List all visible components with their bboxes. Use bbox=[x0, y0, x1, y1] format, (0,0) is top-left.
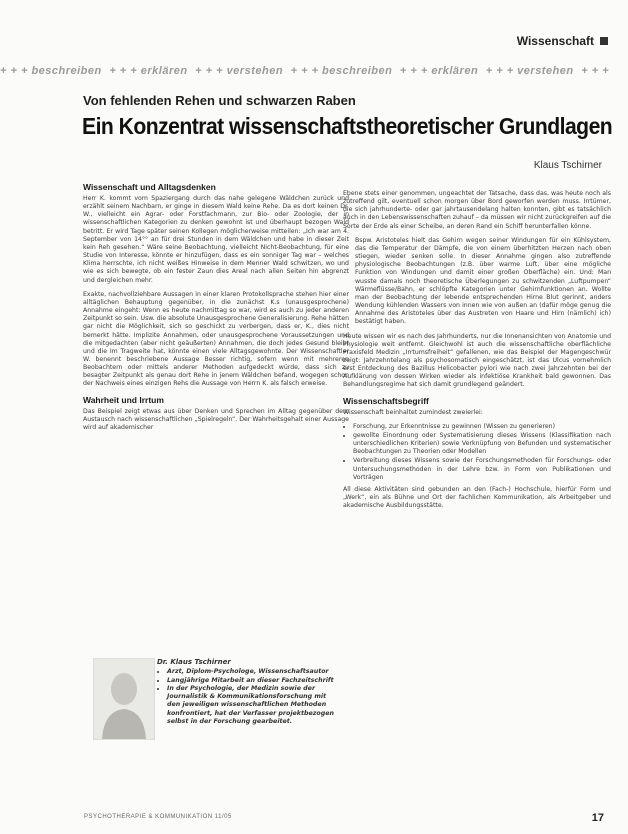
paragraph: Exakte, nachvollziehbare Aussagen in einer klaren Protokollsprache stehen hier einer alltäglichen Behauptung gegenüber, in die zunächst K.s (unausgesprochene) Annahme eingeht: Wenn es heute nachmittag so war, wird es auch zu jeder anderen Zeitpunkt so sein. Usw. die absolute Unausgesprochene Generalisierung. Rehe hätten gar nicht die Möglichkeit, sich so geschickt zu verbergen, dass er, K., dies nicht bemerkt hätte. Implizite Annahmen, oder unausgesprochene Voraussetzungen und die mitgedachten (aber nicht geäußerten) Annahmen, die doch jedes Gesund bleibt und die Im Tragweite hat, könnte einen viele Alltagsgewohnte. Der Wissenschaftler W. benennt beschriebene Aussage Besser richtig, sofern wenn mit mehreren Beobachtern oder mittels anderer Methoden aufgedeckt würde, dass sich zu besagter Zeitpunkt als genau dort Rehe in jenem Wäldchen befand, wogegen schon der Nachweis eines einzigen Rehs die Aussage von Herrn K. als falsch erweise. bbox=[83, 290, 349, 388]
bio-list bbox=[157, 668, 341, 726]
paragraph: Heute wissen wir es nach des Jahrhunderts, nur die Innenansichten von Anatomie und Physiologie weit entfernt. Gleichwohl ist auch die wissenschaftliche oberflächliche Praxisfeld Medizin „Irrtumsfreiheit“ gefallenen, wie das Beispiel der Magengeschwür zeigt: Jahrzehntelang als psychosomatisch eingeschätzt, ist das Ulcus vornehmlich erst Entdeckung des Bazillus Helicobacter pylori wie nach zwei Jahrzehnten bei der Aufklärung von dessen Wirken wieder als infektiöse Krankheit bald gewonnen. Das Behandlungsregime hat sich damit grundlegend geändert. bbox=[343, 332, 611, 389]
subheading: Wahrheit und Irrtum bbox=[83, 394, 164, 405]
banner-item: + + + beschreiben bbox=[0, 65, 102, 77]
list-item: • gewollte Einordnung oder Systematisierung dieses Wissens (Klassifikation nach unterschiedlichen Kriterien) sowie Verknüpfung von Befunden und systematischer Beobachtungen zu Theorien oder Modellen bbox=[353, 432, 611, 456]
article-kicker: Von fehlenden Rehen und schwarzen Raben bbox=[83, 93, 356, 108]
paragraph: Wissenschaft beinhaltet zumindest zweierlei: bbox=[343, 408, 483, 416]
page-number: 17 bbox=[591, 812, 604, 824]
banner-item: + + + erklären bbox=[399, 65, 479, 77]
author-bio bbox=[93, 658, 343, 798]
square-icon bbox=[600, 37, 608, 45]
quote-paragraph: Bspw. Aristoteles hielt das Gehirn wegen seiner Windungen für ein Kühlsystem, das die Temperatur der Dämpfe, die von einem überhitzten Herzen nach oben stiegen, wieder senken solle. In dieser Annahme gingen also zutreffende physiologische Beobachtungen (z.B. über warme Luft, über eine mögliche Funktion von Windungen und damit einer großen Oberfläche) ein. Und: Man wusste damals noch theoretische Überlegungen zu schwitzenden „Luftpumpen“ Wärmeflüsse/Bahn, er schlöpfte Kategorien unter Gehirnfunktionen an. Wollte man der Beobachtung der lebende entsprechenden Hirne Blut gerinnt, anders Wendung kühlenden Wassers von innen wie von außen an (dafür möge genug die Annahme des Aristoteles über das Austreten von Haare und Hirn (nämlich) ich) bestätigt haben. bbox=[355, 236, 611, 326]
paragraph: Herr K. kommt vom Spaziergang durch das nahe gelegene Wäldchen zurück und erzählt seinem Nachbarn, er ginge in diesem Wald keine Rehe. Da es dort keinen Dr. W., vielleicht ein Agrar- oder Forstfachmann, zur Bio- oder Zoologie, der in wissenschaftlichen Kategorien zu denken gewohnt ist und überhaupt bezogen Wald betritt. Er wird Tage später seinen Kollegen möglicherweise mitteilen: „Ich war am 4. September von 14°° an für drei Stunden in dem Wäldchen und habe in dieser Zeit kein Reh gesehen.“ Wäre seine Beobachtung, vielleicht Nicht-Beobachtung, für eine Studie von Interesse, könnte er hinzufügen, dass es ein sonniger Tag war – welches Klima herrschte, ich nicht weißes Hinweise in dem Menner Wald schwitzen, wo und wie es sich bewegte, ob ein fester Zaun dies Areal nach allen Seiten hin abgrenzt und dergleichen mehr. bbox=[83, 195, 349, 284]
keyword-banner bbox=[0, 60, 628, 82]
bio-item: • In der Psychologie, der Medizin sowie der Journalistik & Kommunikationsforschung mit den jeweiligen wissenschaftlichen Methoden konfrontiert, hat der Verfasser projektbezogen selbst in der Forschung gearbeitet. bbox=[167, 685, 341, 726]
banner-item: + + + verstehen bbox=[195, 65, 284, 77]
bio-name: Dr. Klaus Tschirner bbox=[157, 658, 231, 666]
list-item: • Forschung, zur Erkenntnisse zu gewinnen (Wissen zu generieren) bbox=[353, 423, 611, 431]
banner-item: + + + verstehen bbox=[485, 65, 574, 77]
section-label: Wissenschaft bbox=[516, 34, 594, 48]
right-column bbox=[343, 190, 611, 516]
definition-list bbox=[343, 423, 611, 482]
bio-item: • Arzt, Diplom-Psychologe, Wissenschaftsautor bbox=[167, 668, 341, 676]
paragraph: All diese Aktivitäten sind gebunden an den (Fach-) Hochschule, hierfür Form und „Werk“, ein als Bühne und Ort der fachlichen Kommunikation, als Arbeitgeber und akademische Ausbildungsstätte. bbox=[343, 485, 611, 510]
author-photo bbox=[93, 658, 155, 740]
bio-text bbox=[157, 658, 341, 726]
subheading: Wissenschaftsbegriff bbox=[343, 395, 429, 406]
left-column bbox=[83, 182, 349, 438]
journal-footer: PSYCHOTHERAPIE & KOMMUNIKATION 11/05 bbox=[84, 814, 232, 820]
article-author: Klaus Tschirner bbox=[533, 160, 602, 171]
paragraph: Das Beispiel zeigt etwas aus über Denken und Sprechen im Alltag gegenüber dem Austausch nach wissenschaftlichen „Spielregeln“. Der Wahrheitsgehalt einer Aussage wird auf akademischer bbox=[83, 407, 349, 431]
banner-item: + + + erklären bbox=[109, 65, 188, 77]
paragraph: Ebene stets einer genommen, ungeachtet der Tatsache, dass das, was heute noch als zutreffend gilt, eventuell schon morgen über Bord geworfen werden muss. Irrtümer, die sich jahrhunderte- oder gar jahrtausendelang halten konnten, gibt es tatsächlich auch in den Lebenswissenschaften zuhauf – da müssen wir nicht zurückgreifen auf die Sorte der Erde als einer Scheibe, an deren Rand ein Schiff herunterfallen könne. bbox=[343, 190, 611, 230]
section-tag bbox=[517, 34, 608, 48]
subheading: Wissenschaft und Alltagsdenken bbox=[83, 182, 216, 192]
article-title: Ein Konzentrat wissenschaftstheoretischer Grundlagen bbox=[82, 113, 613, 139]
bio-item: • Langjährige Mitarbeit an dieser Fachzeitschrift bbox=[167, 677, 341, 685]
list-item: • Verbreitung dieses Wissens sowie der Forschungsmethoden für Forschungs- oder Untersuchungsmethoden in der Lehre bzw. in Form von Publikationen und Vorträgen bbox=[353, 457, 611, 481]
banner-item: + + + beschreiben bbox=[290, 65, 393, 77]
banner-item: + + + bbox=[581, 65, 610, 77]
